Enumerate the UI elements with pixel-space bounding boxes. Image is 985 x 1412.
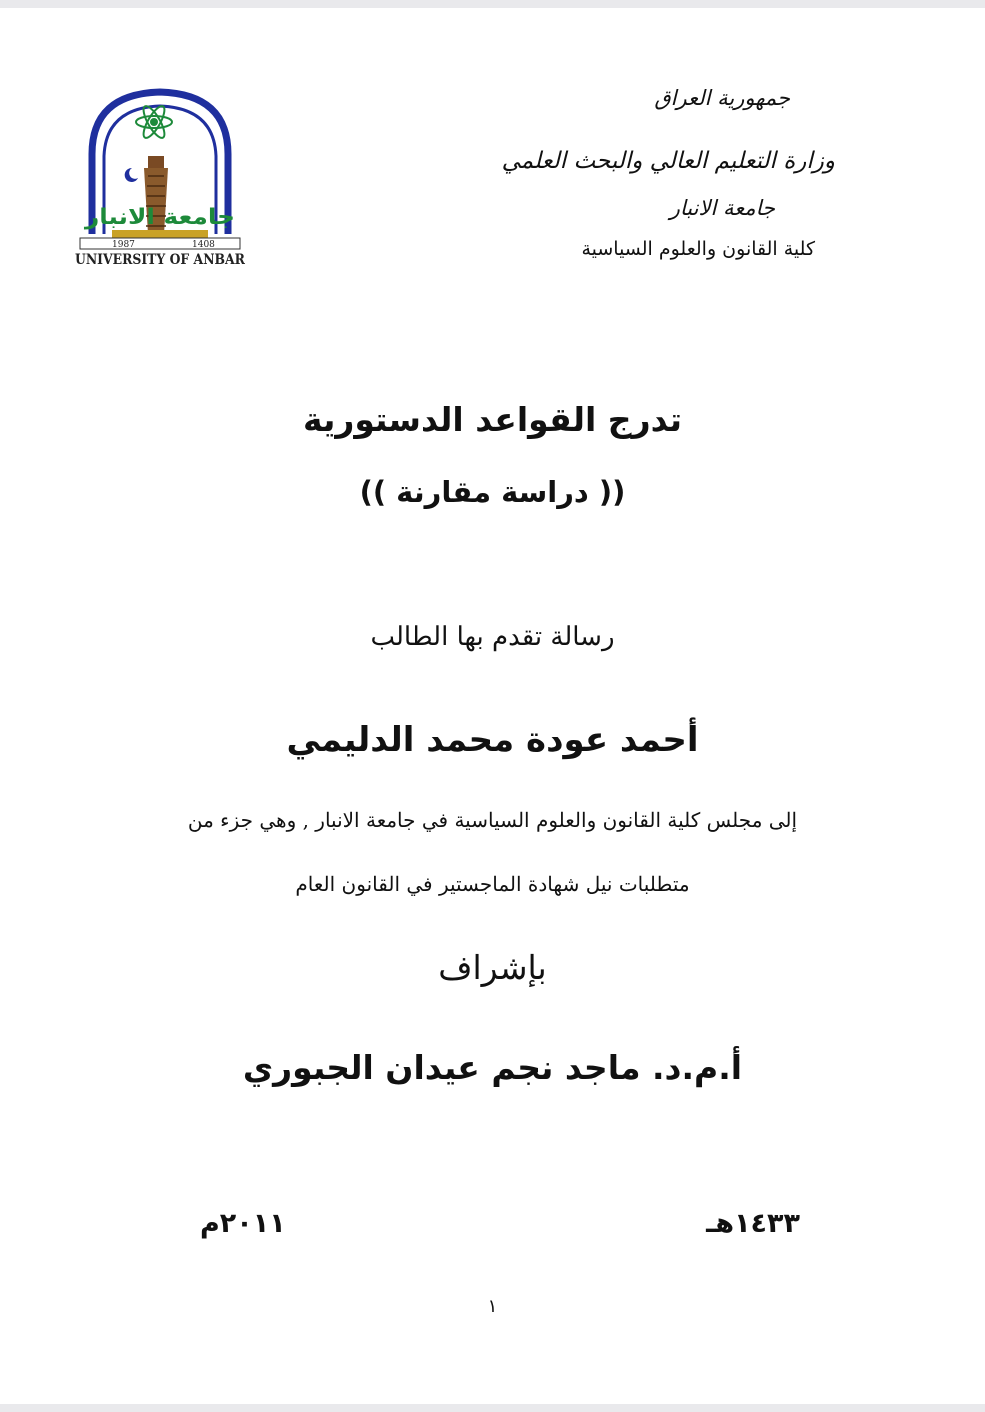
year-left-label: 1987 xyxy=(112,240,135,250)
supervisor-name: أ.م.د. ماجد نجم عيدان الجبوري xyxy=(242,1048,743,1087)
description-line-1: إلى مجلس كلية القانون والعلوم السياسية في جامعة الانبار , وهي جزء من xyxy=(187,808,798,832)
year-right-label: 1408 xyxy=(192,240,215,250)
header-college: كلية القانون والعلوم السياسية xyxy=(581,238,815,260)
header-republic: جمهورية العراق xyxy=(654,86,790,110)
university-logo xyxy=(72,84,248,270)
logo-arabic-name: جامعة الانبار xyxy=(83,205,235,230)
supervision-label: بإشراف xyxy=(438,948,547,987)
thesis-subtitle: (( دراسة مقارنة )) xyxy=(359,475,626,509)
page-number: ١ xyxy=(487,1296,498,1317)
description-line-2: متطلبات نيل شهادة الماجستير في القانون العام xyxy=(295,872,690,896)
presented-by-label: رسالة تقدم بها الطالب xyxy=(370,622,615,652)
anbar-emblem-icon xyxy=(72,84,248,270)
document-page xyxy=(0,8,985,1404)
logo-english-name: UNIVERSITY OF ANBAR xyxy=(75,252,246,268)
thesis-title: تدرج القواعد الدستورية xyxy=(302,400,683,439)
hijri-date: ١٤٣٣هـ xyxy=(706,1208,800,1239)
student-name: أحمد عودة محمد الدليمي xyxy=(286,720,699,760)
header-ministry: وزارة التعليم العالي والبحث العلمي xyxy=(501,148,835,174)
gregorian-date: ٢٠١١م xyxy=(200,1208,286,1239)
header-university: جامعة الانبار xyxy=(669,196,775,220)
